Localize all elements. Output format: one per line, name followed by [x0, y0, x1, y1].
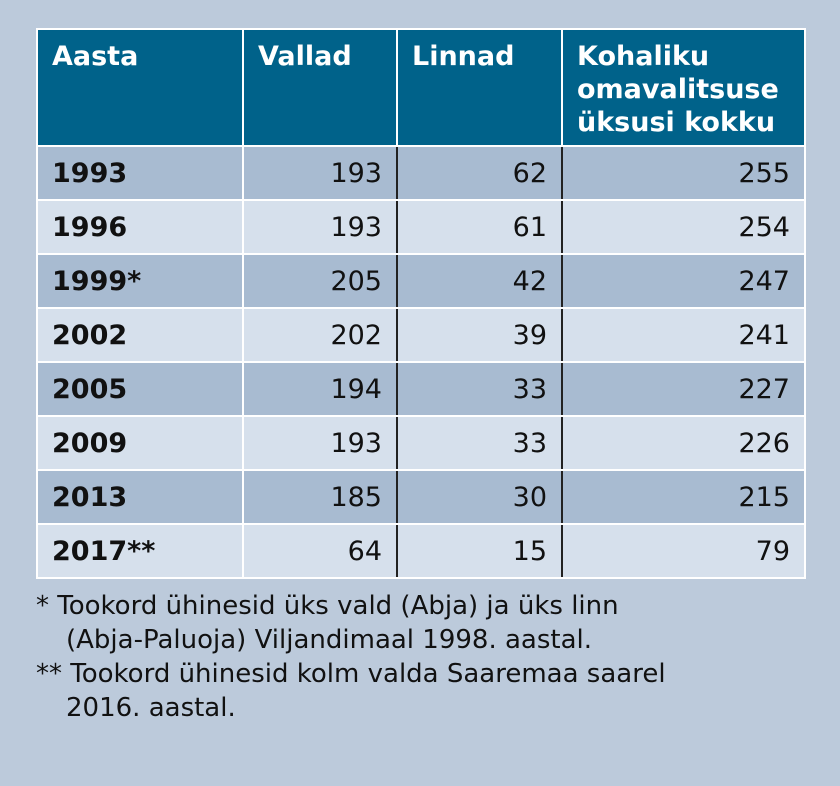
header-total: Kohaliku omavalitsuse üksusi kokku [562, 29, 805, 146]
total-cell: 247 [562, 254, 805, 308]
year-cell: 2017** [37, 524, 243, 578]
header-linnad: Linnad [397, 29, 562, 146]
linnad-cell: 42 [397, 254, 562, 308]
header-year: Aasta [37, 29, 243, 146]
table-row [37, 416, 805, 470]
table-row [37, 470, 805, 524]
table-row [37, 254, 805, 308]
year-cell: 1993 [37, 146, 243, 200]
vallad-cell: 193 [243, 200, 397, 254]
footnote-2 [36, 657, 804, 725]
linnad-cell: 62 [397, 146, 562, 200]
table-row [37, 308, 805, 362]
total-cell: 226 [562, 416, 805, 470]
header-row [37, 29, 805, 146]
footnote-1-line-2: (Abja-Paluoja) Viljandimaal 1998. aastal. [66, 625, 593, 655]
total-cell: 241 [562, 308, 805, 362]
year-cell: 2002 [37, 308, 243, 362]
vallad-cell: 193 [243, 146, 397, 200]
footnote-2-line-2: 2016. aastal. [66, 693, 236, 723]
vallad-cell: 205 [243, 254, 397, 308]
linnad-cell: 33 [397, 362, 562, 416]
vallad-cell: 185 [243, 470, 397, 524]
table-row [37, 524, 805, 578]
table-row [37, 146, 805, 200]
total-cell: 215 [562, 470, 805, 524]
vallad-cell: 193 [243, 416, 397, 470]
footnote-2-line-1: ** Tookord ühinesid kolm valda Saaremaa saarel [36, 659, 666, 689]
footnote-1-line-1: * Tookord ühinesid üks vald (Abja) ja üks linn [36, 591, 619, 621]
year-cell: 2013 [37, 470, 243, 524]
year-cell: 2009 [37, 416, 243, 470]
total-cell: 255 [562, 146, 805, 200]
vallad-cell: 194 [243, 362, 397, 416]
total-cell: 79 [562, 524, 805, 578]
table-row [37, 200, 805, 254]
municipalities-table [36, 28, 806, 579]
footnote-1 [36, 589, 804, 657]
table-container [36, 28, 804, 725]
vallad-cell: 64 [243, 524, 397, 578]
year-cell: 2005 [37, 362, 243, 416]
linnad-cell: 61 [397, 200, 562, 254]
footnotes [36, 589, 804, 725]
linnad-cell: 30 [397, 470, 562, 524]
total-cell: 254 [562, 200, 805, 254]
vallad-cell: 202 [243, 308, 397, 362]
linnad-cell: 15 [397, 524, 562, 578]
total-cell: 227 [562, 362, 805, 416]
table-row [37, 362, 805, 416]
year-cell: 1999* [37, 254, 243, 308]
header-vallad: Vallad [243, 29, 397, 146]
linnad-cell: 33 [397, 416, 562, 470]
year-cell: 1996 [37, 200, 243, 254]
linnad-cell: 39 [397, 308, 562, 362]
